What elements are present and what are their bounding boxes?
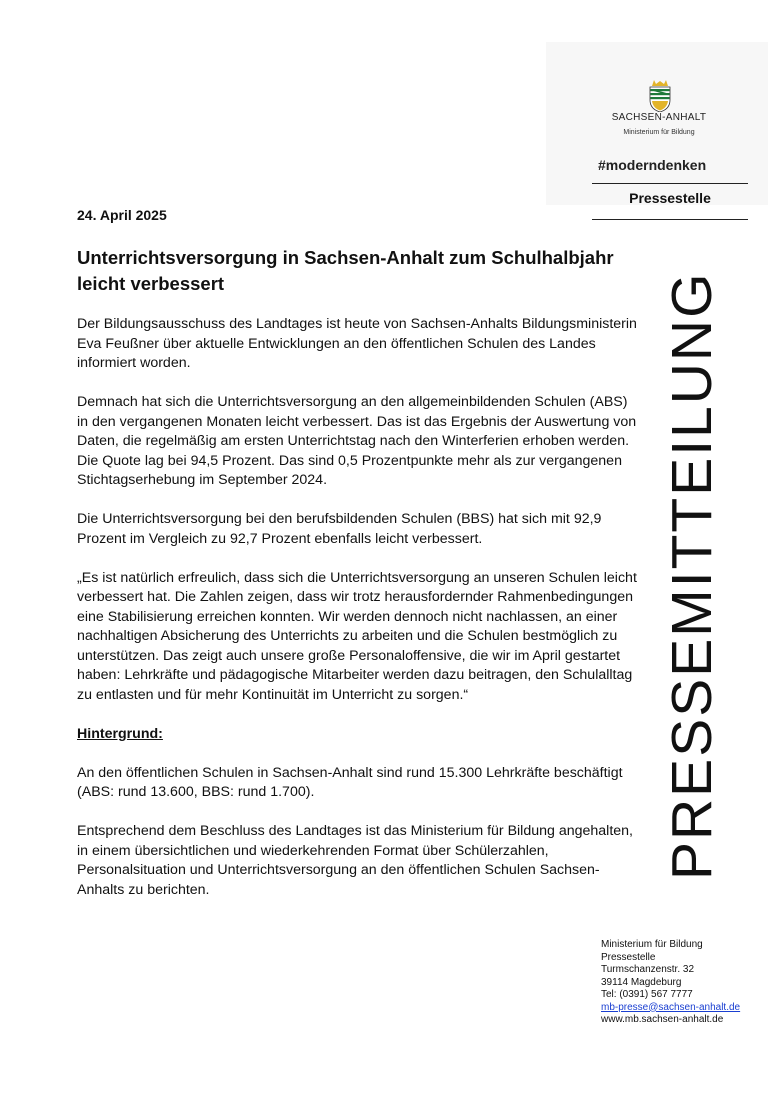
quote-paragraph: „Es ist natürlich erfreulich, dass sich die Unterrichtsversorgung an unseren Schulen leicht verbessert hat. Die Zahlen zeigen, dass wir trotz herausfordernder Rahmenbedingungen eine Stabilisierung erreichen konnten. Wir werden dennoch nicht nachlassen, an einer nachhaltigen Absicherung des Unterrichts zu arbeiten und die Schulen bestmöglich zu unterstützen. Das zeigt auch unsere große Personaloffensive, die wir im April gestartet haben: Lehrkräfte und pädagogische Mitarbeiter werden dazu beitragen, den Schulalltag zu entlasten und für mehr Kontinuität im Unterricht zu sorgen.“: [77, 569, 637, 703]
contact-city: 39114 Magdeburg: [601, 976, 682, 988]
headline: Unterrichtsversorgung in Sachsen-Anhalt zum Schulhalbjahr leicht verbessert: [77, 247, 614, 294]
contact-organization: Ministerium für Bildung: [601, 939, 703, 950]
email-link[interactable]: mb-presse@sachsen-anhalt.de: [601, 1001, 741, 1013]
brand-subtitle: Ministerium für Bildung: [623, 129, 695, 136]
vertical-title: PRESSEMITTEILUNG: [660, 271, 724, 880]
paragraph: An den öffentlichen Schulen in Sachsen-Anhalt sind rund 15.300 Lehrkräfte beschäftigt (ABS: rund 13.600, BBS: rund 1.700).: [77, 764, 623, 800]
release-date: 24. April 2025: [77, 207, 167, 223]
logo-panel: [546, 42, 768, 205]
paragraph: Die Unterrichtsversorgung bei den berufsbildenden Schulen (BBS) hat sich mit 92,9 Prozent im Vergleich zu 92,7 Prozent ebenfalls leicht verbessert.: [77, 511, 602, 547]
paragraph: Der Bildungsausschuss des Landtages ist heute von Sachsen-Anhalts Bildungsministerin Eva Feußner über aktuelle Entwicklungen an den öffentlichen Schulen des Landes informiert worden.: [77, 316, 637, 371]
body-text: [77, 315, 637, 920]
divider: [592, 219, 748, 220]
contact-street: Turmschanzenstr. 32: [601, 964, 695, 975]
divider: [592, 183, 748, 184]
contact-block: [601, 939, 740, 1027]
paragraph: Entsprechend dem Beschluss des Landtages ist das Ministerium für Bildung angehalten, in einem übersichtlichen und wiederkehrenden Format über Schülerzahlen, Personalsituation und Unterrichtsversorgung an den öffentlichen Schulen Sachsen-Anhalts zu berichten.: [77, 823, 634, 898]
contact-department: Pressestelle: [601, 951, 656, 963]
coat-of-arms-icon: [647, 80, 673, 112]
paragraph: Demnach hat sich die Unterrichtsversorgung an den allgemeinbildenden Schulen (ABS) in den vergangenen Monaten leicht verbessert. Das ist das Ergebnis der Auswertung von Daten, die regelmäßig am ersten Unterrichtstag nach den Winterferien erhoben werden. Die Quote lag bei 94,5 Prozent. Das sind 0,5 Prozentpunkte mehr als zur vergangenen Stichtagserhebung im September 2024.: [77, 394, 637, 488]
website-text: www.mb.sachsen-anhalt.de: [601, 1014, 724, 1025]
brand-name: SACHSEN-ANHALT: [611, 112, 707, 123]
press-office-label: Pressestelle: [629, 190, 711, 206]
contact-phone: Tel: (0391) 567 7777: [601, 989, 693, 1000]
hashtag: #moderndenken: [598, 157, 707, 173]
background-heading: Hintergrund:: [77, 725, 163, 742]
